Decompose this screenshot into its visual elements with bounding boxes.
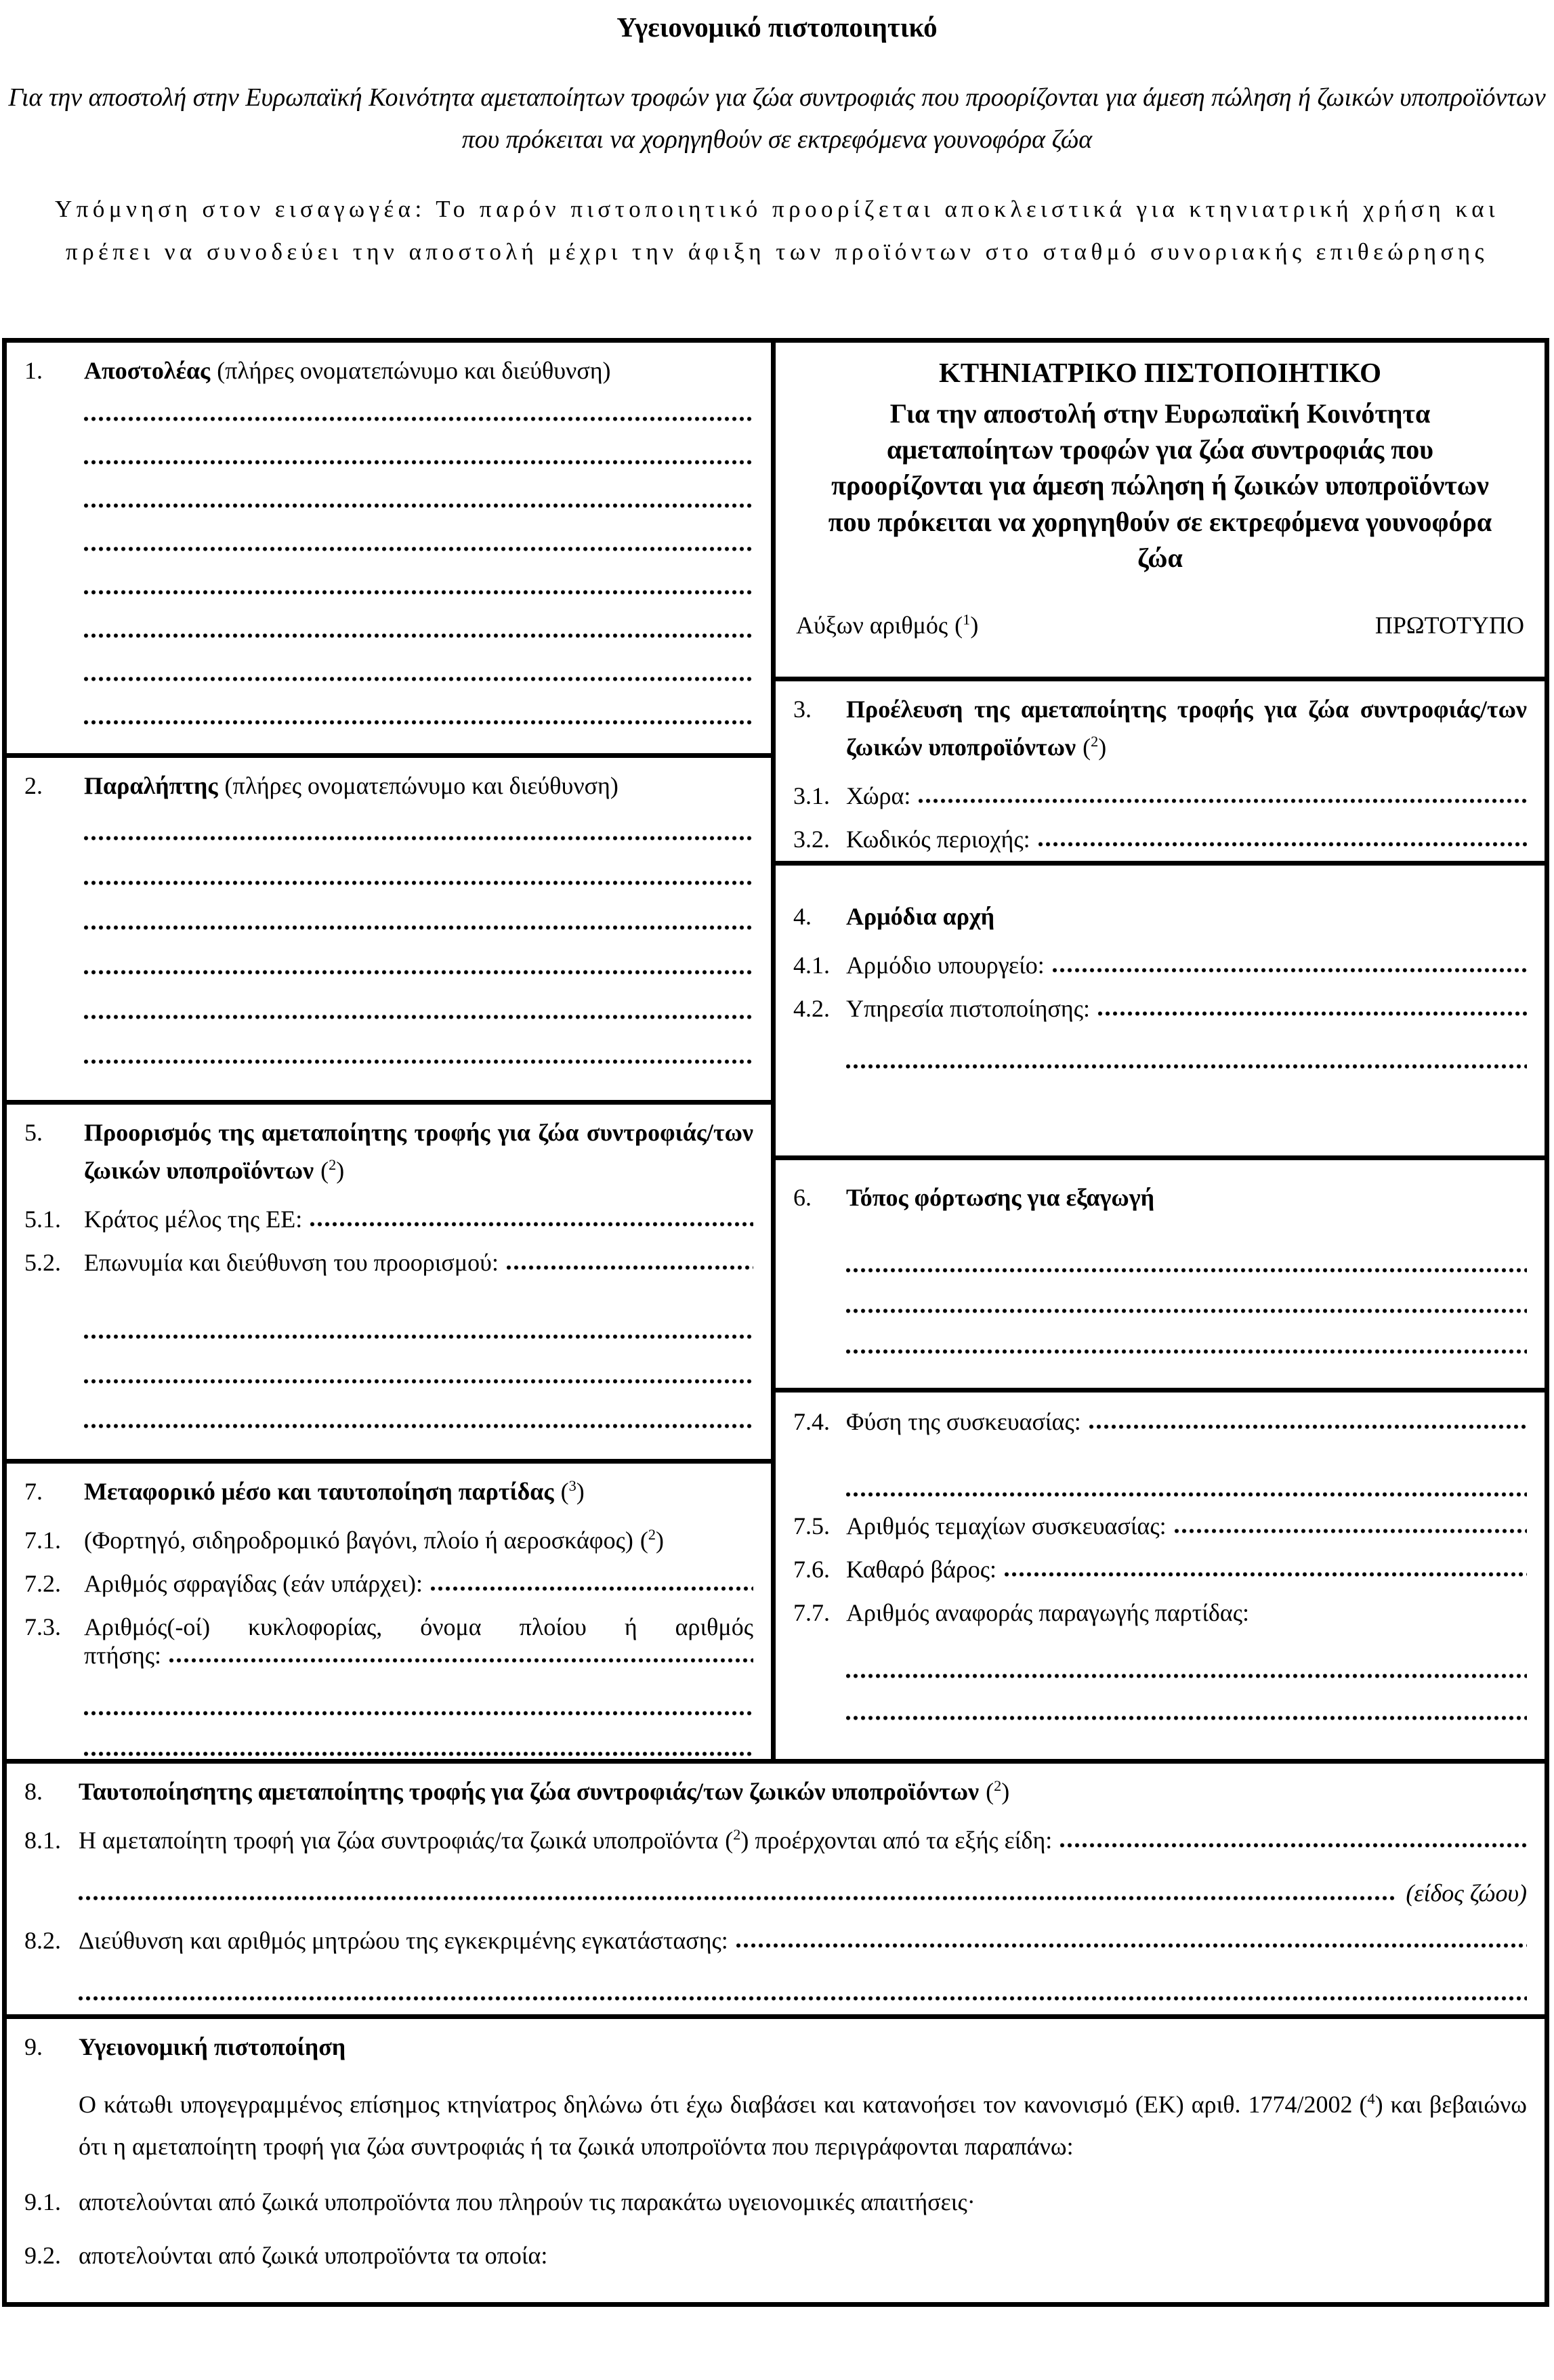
- field-label: πτήσης:: [84, 1641, 161, 1669]
- document-title: Υγειονομικό πιστοποιητικό: [616, 12, 938, 43]
- section-6-loading-place: [776, 1155, 1545, 1388]
- section-4-heading: [793, 898, 1527, 936]
- field-label: Κράτος μέλος της ΕΕ:: [84, 1205, 303, 1233]
- item-number: 5.1.: [24, 1205, 61, 1233]
- dotted-field-line: [79, 1971, 1527, 2001]
- right-column: [771, 343, 1545, 1759]
- dotted-field-line: [84, 638, 753, 681]
- section-number: 1.: [24, 357, 43, 385]
- dotted-field-line: [846, 1313, 1527, 1354]
- original-label: ΠΡΩΤΟΤΥΠΟ: [1374, 612, 1524, 639]
- item-number: 5.2.: [24, 1248, 61, 1276]
- section-title: Παραλήπτης (πλήρες ονοματεπώνυμο και διεύθυνση): [84, 772, 618, 800]
- dotted-field-line: [84, 805, 753, 841]
- section-3-heading: [793, 691, 1527, 767]
- certificate-title: ΚΤΗΝΙΑΤΡΙΚΟ ΠΙΣΤΟΠΟΙΗΤΙΚΟ: [938, 357, 1382, 389]
- dotted-field-line: [84, 595, 753, 638]
- dotted-field-line: [507, 1265, 753, 1270]
- field-5-1: [24, 1205, 753, 1233]
- field-label: Υπηρεσία πιστοποίησης:: [846, 994, 1090, 1022]
- dotted-field-line: [84, 390, 753, 421]
- dotted-field-line: [79, 1896, 1396, 1900]
- footnote-ref: ($^1$): [954, 611, 979, 639]
- section-title: Αρμόδια αρχή: [846, 903, 995, 931]
- field-label: Αριθμός σφραγίδας (εάν υπάρχει):: [84, 1569, 423, 1597]
- section-title-note: (πλήρες ονοματεπώνυμο και διεύθυνση): [217, 357, 611, 385]
- section-number: 2.: [24, 772, 43, 800]
- field-label: Φύση της συσκευασίας:: [846, 1408, 1081, 1436]
- dotted-field-line: [84, 421, 753, 465]
- item-number: 3.1.: [793, 782, 830, 809]
- field-4-1: [793, 951, 1527, 979]
- serial-number-label: Αύξων αριθμός ($^1$): [796, 611, 979, 639]
- certificate-subtitle: Για την αποστολή στην Ευρωπαϊκή Κοινότητα αμεταποίητων τροφών για ζώα συντροφιάς που προορίζονται για άμεση πώληση ή ζωικών υποπροϊόντων που πρόκειται να χορηγηθούν σε εκτρεφόμενα γουνοφόρα ζώα: [828, 398, 1492, 573]
- item-number: 9.2.: [24, 2242, 61, 2270]
- footnote-ref: ($^4$): [1359, 2089, 1383, 2118]
- fill-in-lines: [846, 1232, 1527, 1388]
- field-5-2: [24, 1248, 753, 1277]
- dotted-field-line: [169, 1658, 753, 1663]
- field-7-3-line2: [84, 1641, 753, 1670]
- fill-in-lines: [84, 390, 753, 725]
- section-title: Αποστολέας (πλήρες ονοματεπώνυμο και διεύθυνση): [84, 357, 611, 385]
- field-7-2: [24, 1569, 753, 1598]
- dotted-field-line: [84, 508, 753, 551]
- field-label: Επωνυμία και διεύθυνση του προορισμού:: [84, 1248, 499, 1276]
- item-number: 8.1.: [24, 1826, 61, 1854]
- dotted-field-line: [84, 930, 753, 975]
- left-column: [7, 343, 771, 1759]
- field-8-1: [24, 1826, 1527, 1854]
- dotted-field-line: [84, 1294, 753, 1339]
- certification-statement: Ο κάτωθι υπογεγραμμένος επίσημος κτηνίατρος δηλώνω ότι έχω διαβάσει και κατανοήσει τον κανονισμό (ΕΚ) αριθ. 1774/2002 ($^4$) και βεβαιώνω ότι η αμεταποίητη τροφή για ζώα συντροφιάς ή τα ζωικά υποπροϊόντα που περιγράφονται παραπάνω:: [79, 2089, 1527, 2160]
- field-label: Αριθμός(-οί) κυκλοφορίας, όνομα πλοίου ή αριθμός: [84, 1613, 753, 1640]
- fill-in-lines: [846, 1636, 1527, 1720]
- item-number: 8.2.: [24, 1926, 61, 1954]
- statement-text: αποτελούνται από ζωικά υποπροϊόντα που πληρούν τις παρακάτω υγειονομικές απαιτήσεις·: [79, 2188, 975, 2215]
- field-3-1: [793, 782, 1527, 810]
- section-8-identification: [7, 1759, 1545, 2014]
- section-7-heading: [24, 1473, 753, 1511]
- section-number: 7.: [24, 1478, 43, 1506]
- document-header: [0, 0, 1554, 273]
- dotted-field-line: [84, 885, 753, 930]
- footnote-ref: ($^2$): [986, 1777, 1010, 1806]
- footnote-ref: ($^3$): [560, 1477, 585, 1506]
- dotted-field-line: [84, 1675, 753, 1716]
- section-2-consignee: [7, 753, 771, 1100]
- section-9-health-attestation: [7, 2014, 1545, 2302]
- document-subtitle: Για την αποστολή στην Ευρωπαϊκή Κοινότητα αμεταποίητων τροφών για ζώα συντροφιάς που προορίζονται για άμεση πώληση ή ζωικών υποπροϊόντων που πρόκειται να χορηγηθούν σε εκτρεφόμενα γουνοφόρα ζώα: [8, 83, 1546, 154]
- field-7-4: [793, 1407, 1527, 1436]
- field-7-7: [793, 1598, 1527, 1627]
- species-note: (είδος ζώου): [1406, 1879, 1527, 1907]
- dotted-field-line: [846, 1436, 1527, 1497]
- dotted-field-line: [846, 1273, 1527, 1313]
- importer-notice: Υπόμνηση στον εισαγωγέα: Το παρόν πιστοποιητικό προορίζεται αποκλειστικά για κτηνιατρική χρήση και πρέπει να συνοδεύει την αποστολή μέχρι την άφιξη των προϊόντων στο σταθμό συνοριακής επιθεώρησης: [54, 196, 1500, 265]
- dotted-field-line: [84, 465, 753, 508]
- dotted-field-line: [84, 975, 753, 1019]
- footnote-ref: ($^2$): [320, 1155, 345, 1184]
- fill-in-lines: [84, 805, 753, 1064]
- field-7-3: [24, 1613, 753, 1641]
- field-3-2: [793, 825, 1527, 853]
- fill-in-lines: [84, 1294, 753, 1428]
- fill-in-lines: [84, 1675, 753, 1756]
- section-title: Προέλευση της αμεταποίητης τροφής για ζώα συντροφιάς/των ζωικών υποπροϊόντων ($^2$): [846, 696, 1527, 761]
- dotted-field-line: [1060, 1843, 1527, 1848]
- dotted-field-line: [1089, 1424, 1527, 1429]
- certificate-form-table: [2, 338, 1549, 2307]
- veterinary-certificate-box: [776, 343, 1545, 677]
- field-4-2: [793, 994, 1527, 1023]
- certificate-meta-row: [796, 611, 1524, 639]
- dotted-field-line: [84, 841, 753, 885]
- section-5-heading: [24, 1114, 753, 1190]
- item-number: 7.1.: [24, 1526, 61, 1554]
- section-2-heading: [24, 767, 753, 805]
- footnote-ref: ($^2$): [1083, 732, 1107, 761]
- field-label: Η αμεταποίητη τροφή για ζώα συντροφιάς/τα ζωικά υποπροϊόντα ($^2$) προέρχονται από τα εξής είδη:: [79, 1825, 1053, 1854]
- dotted-field-line: [736, 1943, 1527, 1948]
- two-column-area: [7, 343, 1545, 1759]
- dotted-field-line: [84, 681, 753, 725]
- dotted-field-line: [1098, 1011, 1527, 1016]
- field-8-1-species-line: [79, 1879, 1527, 1907]
- section-3-origin: [776, 677, 1545, 861]
- section-8-heading: [24, 1773, 1527, 1811]
- dotted-field-line: [1175, 1529, 1527, 1533]
- field-label: Καθαρό βάρος:: [846, 1556, 996, 1584]
- dotted-field-line: [846, 1232, 1527, 1273]
- dotted-field-line: [84, 551, 753, 595]
- field-label: Αριθμός τεμαχίων συσκευασίας:: [846, 1512, 1167, 1540]
- dotted-field-line: [846, 1678, 1527, 1720]
- item-number: 7.5.: [793, 1512, 830, 1540]
- fill-in-lines: [846, 1436, 1527, 1497]
- dotted-field-line: [84, 1384, 753, 1428]
- statement-text: αποτελούνται από ζωικά υποπροϊόντα τα οποία:: [79, 2242, 548, 2270]
- dotted-field-line: [1038, 842, 1527, 847]
- item-number: 9.1.: [24, 2188, 61, 2215]
- section-title-note: (πλήρες ονοματεπώνυμο και διεύθυνση): [224, 772, 618, 800]
- item-number: 7.4.: [793, 1408, 830, 1436]
- dotted-field-line: [310, 1222, 753, 1227]
- section-title: Υγειονομική πιστοποίηση: [79, 2033, 346, 2061]
- section-5-destination: [7, 1100, 771, 1459]
- field-label: Αρμόδιο υπουργείο:: [846, 951, 1045, 979]
- section-title: Ταυτοποίησητης αμεταποίητης τροφής για ζώα συντροφιάς/των ζωικών υποπροϊόντων ($^2$): [79, 1777, 1010, 1806]
- dotted-field-line: [846, 1636, 1527, 1678]
- field-label: Χώρα:: [846, 782, 911, 809]
- dotted-field-line: [1053, 968, 1527, 973]
- dotted-field-line: [84, 1019, 753, 1064]
- section-number: 3.: [793, 696, 812, 723]
- section-number: 4.: [793, 903, 812, 931]
- field-7-6: [793, 1555, 1527, 1584]
- item-number: 7.2.: [24, 1569, 61, 1597]
- section-7-transport-right: [776, 1388, 1545, 1759]
- item-number: 7.3.: [24, 1613, 61, 1640]
- section-number: 9.: [24, 2033, 43, 2061]
- field-9-2: [24, 2236, 1527, 2276]
- field-label: Διεύθυνση και αριθμός μητρώου της εγκεκριμένης εγκατάστασης:: [79, 1926, 728, 1954]
- field-label: (Φορτηγό, σιδηροδρομικό βαγόνι, πλοίο ή αεροσκάφος) ($^2$): [84, 1525, 664, 1554]
- section-number: 6.: [793, 1184, 812, 1212]
- section-number: 8.: [24, 1778, 43, 1806]
- item-number: 3.2.: [793, 825, 830, 853]
- section-title: Μεταφορικό μέσο και ταυτοποίηση παρτίδας ($^3$): [84, 1477, 585, 1506]
- section-7-transport: [7, 1459, 771, 1759]
- item-number: 7.7.: [793, 1599, 830, 1627]
- section-1-heading: [24, 352, 753, 390]
- fill-in-lines: [79, 1971, 1527, 2001]
- field-label: Αριθμός αναφοράς παραγωγής παρτίδας:: [846, 1599, 1250, 1627]
- dotted-field-line: [846, 1042, 1527, 1069]
- item-number: 4.1.: [793, 951, 830, 979]
- field-8-2: [24, 1926, 1527, 1955]
- dotted-field-line: [919, 799, 1527, 803]
- field-9-1: [24, 2183, 1527, 2222]
- section-1-consignor: [7, 343, 771, 753]
- fill-in-lines: [846, 1042, 1527, 1069]
- section-number: 5.: [24, 1119, 43, 1147]
- field-7-5: [793, 1512, 1527, 1540]
- dotted-field-line: [431, 1586, 753, 1591]
- field-label: Κωδικός περιοχής:: [846, 825, 1030, 853]
- section-6-heading: [793, 1179, 1527, 1217]
- item-number: 4.2.: [793, 994, 830, 1022]
- field-7-1: [24, 1526, 753, 1554]
- section-4-authority: [776, 861, 1545, 1155]
- section-title: Προορισμός της αμεταποίητης τροφής για ζώα συντροφιάς/των ζωικών υποπροϊόντων ($^2$): [84, 1119, 753, 1184]
- dotted-field-line: [846, 1354, 1527, 1388]
- dotted-field-line: [84, 1339, 753, 1384]
- dotted-field-line: [84, 1716, 753, 1756]
- section-title: Τόπος φόρτωσης για εξαγωγή: [846, 1184, 1155, 1212]
- footnote-ref: ($^2$): [639, 1525, 664, 1554]
- dotted-field-line: [1005, 1572, 1527, 1577]
- item-number: 7.6.: [793, 1556, 830, 1584]
- footnote-ref: ($^2$): [725, 1825, 749, 1854]
- section-9-heading: [24, 2028, 1527, 2066]
